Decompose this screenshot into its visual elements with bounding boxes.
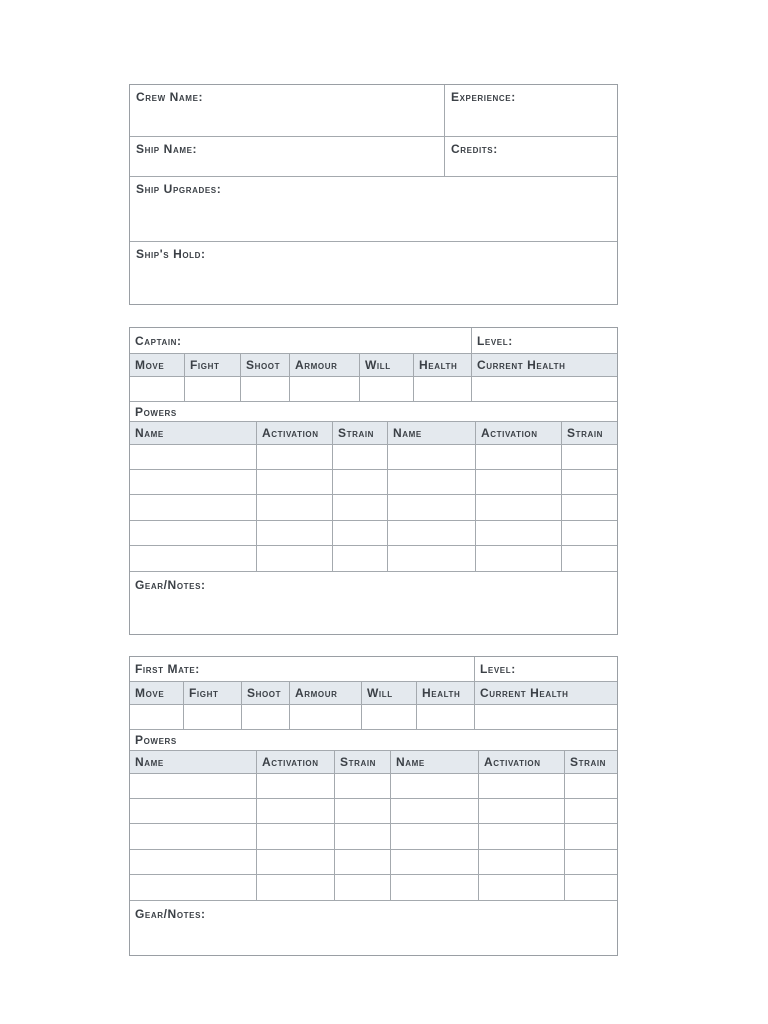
power-name-input[interactable] xyxy=(130,774,256,798)
credits-label: Credits: xyxy=(451,142,498,156)
power-name-input[interactable] xyxy=(130,495,256,520)
power-row xyxy=(130,875,617,901)
power-strain-input[interactable] xyxy=(332,495,387,520)
captain-label: Captain: xyxy=(135,333,182,348)
stat-shoot-header: Shoot xyxy=(246,358,281,372)
power-activation-input[interactable] xyxy=(256,774,334,798)
ship-upgrades-field[interactable] xyxy=(130,177,617,242)
power-activation-input[interactable] xyxy=(478,850,564,874)
experience-label: Experience: xyxy=(451,90,516,104)
powers-label: Powers xyxy=(135,404,177,419)
power-strain-input[interactable] xyxy=(561,546,617,571)
power-activation-input[interactable] xyxy=(475,495,561,520)
shoot-input[interactable] xyxy=(241,705,289,729)
power-strain-input[interactable] xyxy=(334,799,390,823)
power-name-input[interactable] xyxy=(130,445,256,469)
power-row xyxy=(130,546,617,572)
first-mate-powers-row xyxy=(130,730,617,751)
power-activation-input[interactable] xyxy=(256,521,332,545)
power-strain-input[interactable] xyxy=(334,850,390,874)
power-activation-header: Activation xyxy=(262,426,319,440)
first-mate-stats-values xyxy=(130,705,617,730)
power-strain-header: Strain xyxy=(570,755,607,769)
power-strain-header: Strain xyxy=(340,755,377,769)
captain-stats-values xyxy=(130,377,617,402)
current-health-input[interactable] xyxy=(474,705,617,729)
will-input[interactable] xyxy=(359,377,413,401)
gear-notes-label: Gear/Notes: xyxy=(135,578,206,592)
crew-info-box xyxy=(129,84,618,305)
captain-gear-notes-field[interactable] xyxy=(130,572,617,634)
power-strain-input[interactable] xyxy=(561,445,617,469)
power-name-input[interactable] xyxy=(130,470,256,494)
power-name-input[interactable] xyxy=(130,850,256,874)
power-name-input[interactable] xyxy=(130,546,256,571)
power-strain-input[interactable] xyxy=(332,546,387,571)
power-name-input[interactable] xyxy=(387,521,475,545)
power-activation-input[interactable] xyxy=(478,774,564,798)
gear-notes-label: Gear/Notes: xyxy=(135,907,206,921)
stat-current-health-header: Current Health xyxy=(477,358,566,372)
captain-block xyxy=(129,327,618,635)
power-strain-input[interactable] xyxy=(564,799,617,823)
ship-name-field[interactable] xyxy=(130,137,445,177)
power-strain-input[interactable] xyxy=(332,445,387,469)
captain-title-row xyxy=(130,328,617,354)
power-row xyxy=(130,774,617,799)
power-strain-input[interactable] xyxy=(334,774,390,798)
first-mate-stats-header xyxy=(130,682,617,705)
power-activation-input[interactable] xyxy=(475,470,561,494)
power-activation-header: Activation xyxy=(481,426,538,440)
captain-powers-header xyxy=(130,422,617,445)
captain-level-label: Level: xyxy=(477,333,513,348)
first-mate-level-field[interactable] xyxy=(474,657,617,681)
credits-field[interactable] xyxy=(445,137,617,177)
power-activation-input[interactable] xyxy=(475,521,561,545)
power-activation-input[interactable] xyxy=(256,445,332,469)
experience-field[interactable] xyxy=(445,85,617,137)
first-mate-gear-notes-field[interactable] xyxy=(130,901,617,955)
power-name-input[interactable] xyxy=(390,799,478,823)
first-mate-label: First Mate: xyxy=(135,662,200,676)
power-strain-header: Strain xyxy=(567,426,604,440)
health-input[interactable] xyxy=(413,377,471,401)
power-activation-input[interactable] xyxy=(256,799,334,823)
power-strain-input[interactable] xyxy=(564,850,617,874)
power-name-input[interactable] xyxy=(130,799,256,823)
ships-hold-field[interactable] xyxy=(130,242,617,304)
power-row xyxy=(130,445,617,470)
power-name-input[interactable] xyxy=(130,875,256,900)
power-name-header: Name xyxy=(393,426,422,440)
power-row xyxy=(130,850,617,875)
powers-label: Powers xyxy=(135,733,177,747)
move-input[interactable] xyxy=(130,705,183,729)
stat-will-header: Will xyxy=(365,358,391,372)
captain-name-field[interactable] xyxy=(130,328,471,353)
power-activation-input[interactable] xyxy=(478,799,564,823)
power-row xyxy=(130,824,617,850)
ship-name-label: Ship Name: xyxy=(136,142,198,156)
power-name-input[interactable] xyxy=(387,495,475,520)
stat-move-header: Move xyxy=(135,686,165,700)
health-input[interactable] xyxy=(416,705,474,729)
crew-name-field[interactable] xyxy=(130,85,445,137)
power-activation-input[interactable] xyxy=(256,546,332,571)
stat-armour-header: Armour xyxy=(295,686,338,700)
power-strain-input[interactable] xyxy=(332,470,387,494)
stat-fight-header: Fight xyxy=(190,358,220,372)
power-name-input[interactable] xyxy=(390,824,478,849)
first-mate-powers-header xyxy=(130,751,617,774)
power-strain-input[interactable] xyxy=(564,774,617,798)
fight-input[interactable] xyxy=(184,377,240,401)
move-input[interactable] xyxy=(130,377,184,401)
first-mate-block xyxy=(129,656,618,956)
power-activation-input[interactable] xyxy=(256,824,334,849)
power-name-input[interactable] xyxy=(390,875,478,900)
power-activation-input[interactable] xyxy=(256,495,332,520)
power-activation-header: Activation xyxy=(262,755,319,769)
power-name-header: Name xyxy=(135,755,164,769)
captain-powers-row xyxy=(130,402,617,422)
ships-hold-label: Ship's Hold: xyxy=(136,247,206,261)
stat-shoot-header: Shoot xyxy=(247,686,282,700)
power-strain-input[interactable] xyxy=(334,824,390,849)
power-strain-header: Strain xyxy=(338,426,375,440)
power-activation-header: Activation xyxy=(484,755,541,769)
power-name-input[interactable] xyxy=(390,850,478,874)
power-row xyxy=(130,799,617,824)
power-activation-input[interactable] xyxy=(256,470,332,494)
power-name-input[interactable] xyxy=(130,521,256,545)
first-mate-name-field[interactable] xyxy=(130,657,474,681)
first-mate-level-label: Level: xyxy=(480,662,516,676)
power-row xyxy=(130,495,617,521)
power-strain-input[interactable] xyxy=(561,521,617,545)
power-strain-input[interactable] xyxy=(564,875,617,900)
stat-move-header: Move xyxy=(135,358,165,372)
power-name-header: Name xyxy=(396,755,425,769)
captain-stats-header xyxy=(130,354,617,377)
power-activation-input[interactable] xyxy=(256,875,334,900)
crew-name-label: Crew Name: xyxy=(136,90,204,104)
stat-armour-header: Armour xyxy=(295,358,338,372)
ship-upgrades-label: Ship Upgrades: xyxy=(136,182,222,196)
stat-health-header: Health xyxy=(422,686,461,700)
power-name-header: Name xyxy=(135,426,164,440)
captain-level-field[interactable] xyxy=(471,328,617,353)
power-name-input[interactable] xyxy=(387,445,475,469)
power-row xyxy=(130,521,617,546)
power-strain-input[interactable] xyxy=(561,470,617,494)
power-activation-input[interactable] xyxy=(475,445,561,469)
power-name-input[interactable] xyxy=(387,470,475,494)
armour-input[interactable] xyxy=(289,377,359,401)
stat-will-header: Will xyxy=(367,686,393,700)
power-strain-input[interactable] xyxy=(561,495,617,520)
fight-input[interactable] xyxy=(183,705,241,729)
shoot-input[interactable] xyxy=(240,377,289,401)
stat-fight-header: Fight xyxy=(189,686,219,700)
power-activation-input[interactable] xyxy=(256,850,334,874)
power-activation-input[interactable] xyxy=(475,546,561,571)
power-strain-input[interactable] xyxy=(564,824,617,849)
power-strain-input[interactable] xyxy=(334,875,390,900)
stat-current-health-header: Current Health xyxy=(480,686,569,700)
current-health-input[interactable] xyxy=(471,377,617,401)
first-mate-title-row xyxy=(130,657,617,682)
power-name-input[interactable] xyxy=(390,774,478,798)
power-name-input[interactable] xyxy=(130,824,256,849)
stat-health-header: Health xyxy=(419,358,458,372)
armour-input[interactable] xyxy=(289,705,361,729)
will-input[interactable] xyxy=(361,705,416,729)
power-activation-input[interactable] xyxy=(478,824,564,849)
power-row xyxy=(130,470,617,495)
power-name-input[interactable] xyxy=(387,546,475,571)
power-strain-input[interactable] xyxy=(332,521,387,545)
power-activation-input[interactable] xyxy=(478,875,564,900)
